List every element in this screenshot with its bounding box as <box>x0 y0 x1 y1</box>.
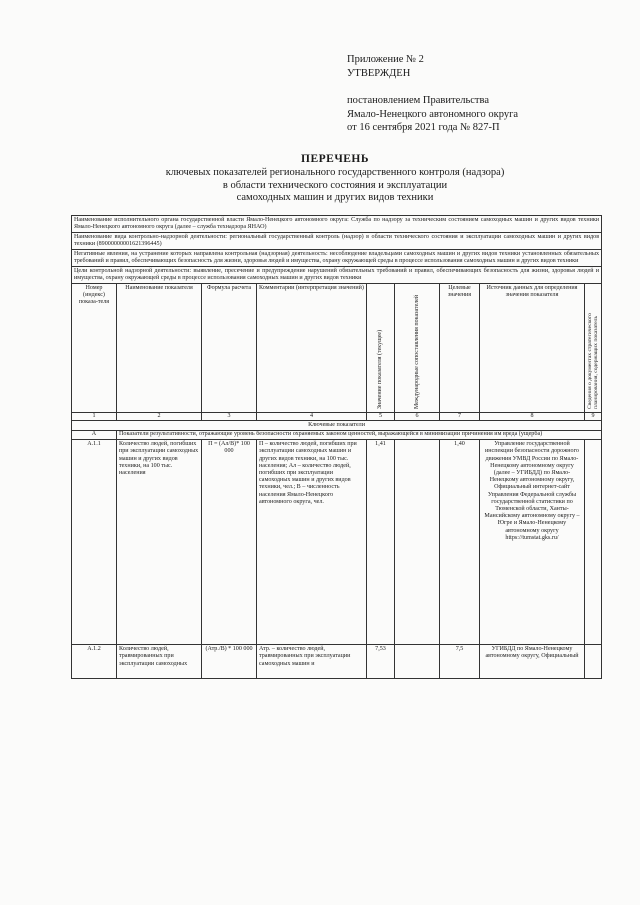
section-title: Ключевые показатели <box>72 420 602 430</box>
row-code: А.1.2 <box>72 645 117 679</box>
row-name: Количество людей, травмированных при эксплуатации самоходных <box>117 645 202 679</box>
header-current-cell <box>367 284 395 413</box>
section-row <box>72 420 602 430</box>
header-name: Наименование показателя <box>117 284 202 413</box>
header-formula: Формула расчета <box>202 284 257 413</box>
row-intl <box>395 440 440 645</box>
row-strategic <box>585 440 602 645</box>
column-number: 1 <box>72 412 117 420</box>
approved-label: УТВЕРЖДЕН <box>347 67 411 79</box>
info-negative: Негативные явления, на устранение которых направлена контрольная (надзорная) деятельность: несоблюдение владельцами самоходных машин и других видов техники установленных обязательных требований и правил, обеспечивающих безопасность для жизни, здоровья людей и имущества, охрану окружающей среды в процессе использования самоходных машин и других видов техники <box>72 250 602 267</box>
header-index: Номер (индекс) показа-теля <box>72 284 117 413</box>
column-number: 6 <box>395 412 440 420</box>
table-row <box>72 440 602 645</box>
row-source: УГИБДД по Ямало-Ненецкому автономному округу, Официальный <box>480 645 585 679</box>
info-authority: Наименование исполнительного органа государственной власти Ямало-Ненецкого автономного округа: Служба по надзору за техническим состоянием самоходных машин и других видов техники Ямало-Ненецкого автономного округа (далее – служба технадзора ЯНАО) <box>72 216 602 233</box>
group-row <box>72 430 602 440</box>
header-row <box>72 284 602 413</box>
indicators-table <box>71 215 602 679</box>
row-name: Количество людей, погибших при эксплуатации самоходных машин и других видов техники, на 100 тыс. населения <box>117 440 202 645</box>
row-formula: (Атр./В) * 100 000 <box>202 645 257 679</box>
info-row <box>72 267 602 284</box>
approval-block <box>347 53 607 135</box>
column-number: 5 <box>367 412 395 420</box>
column-number: 9 <box>585 412 602 420</box>
info-row <box>72 233 602 250</box>
info-row <box>72 216 602 233</box>
row-strategic <box>585 645 602 679</box>
info-row <box>72 250 602 267</box>
header-intl: Международные сопоставления показателей <box>413 294 420 409</box>
row-code: А.1.1 <box>72 440 117 645</box>
government-line: Ямало-Ненецкого автономного округа <box>347 108 519 120</box>
table-row <box>72 645 602 679</box>
row-intl <box>395 645 440 679</box>
resolution-line: постановлением Правительства <box>347 95 490 106</box>
row-formula: П = (Ал/В)* 100 000 <box>202 440 257 645</box>
title-line-3: самоходных машин и других видов техники <box>236 192 434 203</box>
row-target: 7,5 <box>440 645 480 679</box>
resolution-date: от 16 сентября 2021 года № 827-П <box>347 122 500 133</box>
row-comment: Атр. – количество людей, травмированных при эксплуатации самоходных машин и <box>257 645 367 679</box>
info-activity: Наименование вида контрольно-надзорной деятельности: региональный государственный контроль (надзор) в области технического состояния и эксплуатации самоходных машин и других видов техники (89000000001621396445) <box>72 233 602 250</box>
row-current: 7,53 <box>367 645 395 679</box>
group-code: А <box>72 430 117 440</box>
header-comment: Комментарии (интерпретация значений) <box>257 284 367 413</box>
group-text: Показатели результативности, отражающие уровень безопасности охраняемых законом ценностей, выражающейся в минимизации причинения им вреда (ущерба) <box>117 430 602 440</box>
column-number: 3 <box>202 412 257 420</box>
column-number: 7 <box>440 412 480 420</box>
row-source: Управление государственной инспекции безопасности дорожного движения УМВД России по Ямало-Ненецкому автономному округу (далее – УГИБДД) по Ямало-Ненецкому автономному округу, Официальный интернет-сайт Управления Федеральной службы государственной статистики по Тюменской области, Ханты-Мансийскому автономному округу – Югре и Ямало-Ненецкому автономному округу https://tumstat.gks.ru/ <box>480 440 585 645</box>
header-strategic: Сведения о документах стратегического планирования, содержащих показатель <box>587 312 600 409</box>
row-target: 1,40 <box>440 440 480 645</box>
header-strategic-cell <box>585 284 602 413</box>
column-numbers-row <box>72 412 602 420</box>
row-comment: П – количество людей, погибших при эксплуатации самоходных машин и других видов техники, на 100 тыс. населения; Ал – количество людей, погибших при эксплуатации самоходных машин и других видов техники, чел.; В – численность населения Ямало-Ненецкого автономного округа, чел. <box>257 440 367 645</box>
column-number: 2 <box>117 412 202 420</box>
title-line-1: ключевых показателей регионального государственного контроля (надзора) <box>165 167 505 178</box>
title-heading: ПЕРЕЧЕНЬ <box>301 153 369 165</box>
header-source: Источник данных для определения значения показателя <box>480 284 585 413</box>
document-title <box>70 151 600 205</box>
column-number: 4 <box>257 412 367 420</box>
title-line-2: в области технического состояния и эксплуатации <box>222 179 448 191</box>
header-intl-cell <box>395 284 440 413</box>
column-number: 8 <box>480 412 585 420</box>
header-current: Значение показателя (текущее) <box>377 329 384 409</box>
row-current: 1,41 <box>367 440 395 645</box>
info-goals: Цели контрольной надзорной деятельности: выявление, пресечение и предупреждение нарушений обязательных требований и правил, обеспечивающих безопасность для жизни, здоровья людей и имущества, охрану окружающей среды в процессе использования самоходных машин и других видов техники <box>72 267 602 284</box>
appendix-label: Приложение № 2 <box>347 54 424 65</box>
header-target: Целевые значения <box>440 284 480 413</box>
